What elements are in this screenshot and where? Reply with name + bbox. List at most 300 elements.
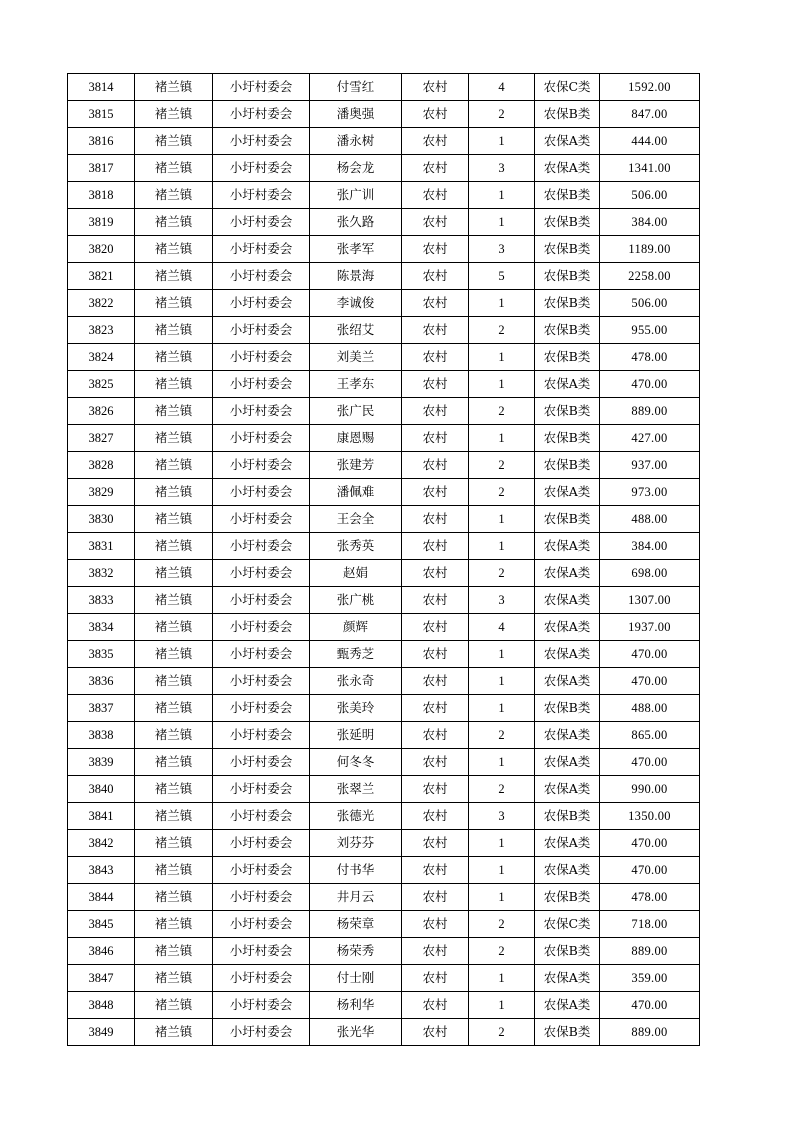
cell-person-name: 李诚俊 [310, 290, 402, 317]
cell-area-type: 农村 [402, 749, 469, 776]
cell-town: 褚兰镇 [135, 857, 213, 884]
cell-amount: 973.00 [600, 479, 700, 506]
table-row [68, 560, 700, 587]
cell-town: 褚兰镇 [135, 668, 213, 695]
cell-person-name: 张久路 [310, 209, 402, 236]
cell-category: 农保B类 [535, 317, 600, 344]
cell-village: 小圩村委会 [213, 533, 310, 560]
table-row [68, 263, 700, 290]
table-row [68, 128, 700, 155]
cell-area-type: 农村 [402, 74, 469, 101]
cell-person-name: 张秀英 [310, 533, 402, 560]
cell-amount: 1341.00 [600, 155, 700, 182]
cell-town: 褚兰镇 [135, 317, 213, 344]
cell-record-id: 3832 [68, 560, 135, 587]
cell-amount: 889.00 [600, 398, 700, 425]
cell-record-id: 3821 [68, 263, 135, 290]
cell-person-name: 张广桃 [310, 587, 402, 614]
cell-town: 褚兰镇 [135, 992, 213, 1019]
cell-category: 农保B类 [535, 884, 600, 911]
cell-person-name: 王会全 [310, 506, 402, 533]
table-row [68, 938, 700, 965]
cell-category: 农保A类 [535, 992, 600, 1019]
cell-record-id: 3827 [68, 425, 135, 452]
cell-record-id: 3828 [68, 452, 135, 479]
cell-person-name: 井月云 [310, 884, 402, 911]
cell-town: 褚兰镇 [135, 884, 213, 911]
cell-category: 农保B类 [535, 425, 600, 452]
cell-village: 小圩村委会 [213, 857, 310, 884]
cell-category: 农保C类 [535, 74, 600, 101]
cell-amount: 889.00 [600, 1019, 700, 1046]
cell-category: 农保A类 [535, 128, 600, 155]
table-row [68, 101, 700, 128]
cell-category: 农保B类 [535, 344, 600, 371]
cell-category: 农保A类 [535, 857, 600, 884]
cell-record-id: 3842 [68, 830, 135, 857]
table-row [68, 371, 700, 398]
cell-area-type: 农村 [402, 992, 469, 1019]
cell-area-type: 农村 [402, 587, 469, 614]
cell-household-count: 1 [469, 182, 535, 209]
table-row [68, 236, 700, 263]
cell-category: 农保A类 [535, 668, 600, 695]
cell-amount: 444.00 [600, 128, 700, 155]
table-row [68, 398, 700, 425]
cell-record-id: 3819 [68, 209, 135, 236]
cell-town: 褚兰镇 [135, 560, 213, 587]
table-row [68, 533, 700, 560]
cell-household-count: 2 [469, 911, 535, 938]
cell-amount: 955.00 [600, 317, 700, 344]
cell-record-id: 3845 [68, 911, 135, 938]
cell-household-count: 3 [469, 587, 535, 614]
cell-category: 农保B类 [535, 236, 600, 263]
cell-record-id: 3817 [68, 155, 135, 182]
cell-record-id: 3843 [68, 857, 135, 884]
cell-town: 褚兰镇 [135, 182, 213, 209]
cell-household-count: 2 [469, 1019, 535, 1046]
cell-record-id: 3834 [68, 614, 135, 641]
cell-area-type: 农村 [402, 452, 469, 479]
cell-household-count: 2 [469, 560, 535, 587]
cell-town: 褚兰镇 [135, 587, 213, 614]
cell-person-name: 杨会龙 [310, 155, 402, 182]
cell-village: 小圩村委会 [213, 938, 310, 965]
cell-category: 农保A类 [535, 533, 600, 560]
cell-village: 小圩村委会 [213, 263, 310, 290]
table-row [68, 803, 700, 830]
cell-category: 农保B类 [535, 452, 600, 479]
cell-record-id: 3839 [68, 749, 135, 776]
cell-record-id: 3820 [68, 236, 135, 263]
cell-town: 褚兰镇 [135, 263, 213, 290]
cell-area-type: 农村 [402, 317, 469, 344]
cell-village: 小圩村委会 [213, 425, 310, 452]
cell-person-name: 刘芬芬 [310, 830, 402, 857]
cell-household-count: 1 [469, 371, 535, 398]
table-row [68, 317, 700, 344]
cell-village: 小圩村委会 [213, 182, 310, 209]
cell-town: 褚兰镇 [135, 101, 213, 128]
cell-area-type: 农村 [402, 371, 469, 398]
cell-person-name: 杨利华 [310, 992, 402, 1019]
cell-record-id: 3816 [68, 128, 135, 155]
table-row [68, 641, 700, 668]
cell-village: 小圩村委会 [213, 398, 310, 425]
cell-record-id: 3815 [68, 101, 135, 128]
cell-area-type: 农村 [402, 614, 469, 641]
cell-amount: 478.00 [600, 344, 700, 371]
cell-town: 褚兰镇 [135, 425, 213, 452]
cell-town: 褚兰镇 [135, 398, 213, 425]
cell-household-count: 5 [469, 263, 535, 290]
cell-record-id: 3844 [68, 884, 135, 911]
cell-village: 小圩村委会 [213, 965, 310, 992]
cell-area-type: 农村 [402, 236, 469, 263]
cell-category: 农保B类 [535, 290, 600, 317]
cell-town: 褚兰镇 [135, 749, 213, 776]
cell-amount: 506.00 [600, 182, 700, 209]
cell-person-name: 康恩赐 [310, 425, 402, 452]
cell-town: 褚兰镇 [135, 452, 213, 479]
cell-record-id: 3830 [68, 506, 135, 533]
cell-record-id: 3849 [68, 1019, 135, 1046]
table-row [68, 506, 700, 533]
cell-town: 褚兰镇 [135, 614, 213, 641]
cell-town: 褚兰镇 [135, 506, 213, 533]
cell-amount: 470.00 [600, 371, 700, 398]
cell-person-name: 张德光 [310, 803, 402, 830]
cell-household-count: 3 [469, 236, 535, 263]
cell-household-count: 4 [469, 614, 535, 641]
cell-household-count: 2 [469, 317, 535, 344]
cell-village: 小圩村委会 [213, 479, 310, 506]
cell-record-id: 3831 [68, 533, 135, 560]
cell-town: 褚兰镇 [135, 1019, 213, 1046]
cell-amount: 1592.00 [600, 74, 700, 101]
cell-category: 农保A类 [535, 614, 600, 641]
cell-household-count: 1 [469, 668, 535, 695]
cell-person-name: 潘奥强 [310, 101, 402, 128]
cell-household-count: 1 [469, 884, 535, 911]
cell-category: 农保B类 [535, 695, 600, 722]
cell-area-type: 农村 [402, 209, 469, 236]
cell-household-count: 1 [469, 506, 535, 533]
cell-amount: 1307.00 [600, 587, 700, 614]
cell-record-id: 3835 [68, 641, 135, 668]
table-row [68, 668, 700, 695]
cell-village: 小圩村委会 [213, 911, 310, 938]
cell-category: 农保A类 [535, 560, 600, 587]
cell-area-type: 农村 [402, 533, 469, 560]
cell-amount: 718.00 [600, 911, 700, 938]
cell-household-count: 2 [469, 776, 535, 803]
cell-household-count: 1 [469, 857, 535, 884]
cell-household-count: 1 [469, 533, 535, 560]
cell-area-type: 农村 [402, 965, 469, 992]
cell-area-type: 农村 [402, 128, 469, 155]
cell-category: 农保B类 [535, 263, 600, 290]
cell-amount: 384.00 [600, 533, 700, 560]
cell-area-type: 农村 [402, 398, 469, 425]
cell-category: 农保A类 [535, 155, 600, 182]
roster-body [68, 74, 700, 1046]
cell-amount: 470.00 [600, 668, 700, 695]
cell-village: 小圩村委会 [213, 155, 310, 182]
cell-village: 小圩村委会 [213, 722, 310, 749]
cell-town: 褚兰镇 [135, 371, 213, 398]
table-row [68, 1019, 700, 1046]
cell-amount: 937.00 [600, 452, 700, 479]
cell-amount: 506.00 [600, 290, 700, 317]
cell-town: 褚兰镇 [135, 533, 213, 560]
cell-town: 褚兰镇 [135, 128, 213, 155]
cell-record-id: 3829 [68, 479, 135, 506]
table-row [68, 344, 700, 371]
cell-category: 农保B类 [535, 182, 600, 209]
cell-amount: 488.00 [600, 506, 700, 533]
cell-amount: 470.00 [600, 857, 700, 884]
cell-area-type: 农村 [402, 1019, 469, 1046]
cell-record-id: 3818 [68, 182, 135, 209]
cell-record-id: 3846 [68, 938, 135, 965]
cell-amount: 384.00 [600, 209, 700, 236]
cell-town: 褚兰镇 [135, 965, 213, 992]
cell-town: 褚兰镇 [135, 209, 213, 236]
cell-area-type: 农村 [402, 938, 469, 965]
cell-village: 小圩村委会 [213, 236, 310, 263]
cell-household-count: 2 [469, 479, 535, 506]
cell-category: 农保B类 [535, 1019, 600, 1046]
cell-amount: 1350.00 [600, 803, 700, 830]
cell-amount: 470.00 [600, 641, 700, 668]
cell-record-id: 3836 [68, 668, 135, 695]
cell-person-name: 张孝军 [310, 236, 402, 263]
table-row [68, 749, 700, 776]
cell-area-type: 农村 [402, 479, 469, 506]
cell-category: 农保B类 [535, 209, 600, 236]
cell-town: 褚兰镇 [135, 344, 213, 371]
cell-amount: 470.00 [600, 830, 700, 857]
cell-area-type: 农村 [402, 776, 469, 803]
table-row [68, 992, 700, 1019]
cell-person-name: 杨荣章 [310, 911, 402, 938]
cell-person-name: 付雪红 [310, 74, 402, 101]
cell-person-name: 何冬冬 [310, 749, 402, 776]
cell-village: 小圩村委会 [213, 506, 310, 533]
table-row [68, 722, 700, 749]
cell-person-name: 潘佩难 [310, 479, 402, 506]
cell-household-count: 2 [469, 101, 535, 128]
cell-household-count: 1 [469, 209, 535, 236]
cell-record-id: 3822 [68, 290, 135, 317]
cell-area-type: 农村 [402, 290, 469, 317]
cell-town: 褚兰镇 [135, 74, 213, 101]
cell-village: 小圩村委会 [213, 992, 310, 1019]
cell-person-name: 陈景海 [310, 263, 402, 290]
cell-amount: 990.00 [600, 776, 700, 803]
cell-category: 农保A类 [535, 749, 600, 776]
cell-area-type: 农村 [402, 263, 469, 290]
cell-town: 褚兰镇 [135, 236, 213, 263]
cell-amount: 1189.00 [600, 236, 700, 263]
cell-record-id: 3823 [68, 317, 135, 344]
cell-village: 小圩村委会 [213, 884, 310, 911]
cell-category: 农保A类 [535, 641, 600, 668]
cell-town: 褚兰镇 [135, 155, 213, 182]
cell-village: 小圩村委会 [213, 1019, 310, 1046]
cell-area-type: 农村 [402, 182, 469, 209]
cell-person-name: 张广民 [310, 398, 402, 425]
cell-town: 褚兰镇 [135, 830, 213, 857]
cell-person-name: 杨荣秀 [310, 938, 402, 965]
cell-person-name: 张建芳 [310, 452, 402, 479]
cell-town: 褚兰镇 [135, 803, 213, 830]
cell-village: 小圩村委会 [213, 371, 310, 398]
cell-town: 褚兰镇 [135, 479, 213, 506]
table-row [68, 911, 700, 938]
cell-area-type: 农村 [402, 344, 469, 371]
cell-amount: 488.00 [600, 695, 700, 722]
cell-record-id: 3848 [68, 992, 135, 1019]
cell-area-type: 农村 [402, 668, 469, 695]
cell-category: 农保B类 [535, 398, 600, 425]
cell-category: 农保B类 [535, 938, 600, 965]
cell-household-count: 1 [469, 344, 535, 371]
cell-amount: 359.00 [600, 965, 700, 992]
cell-village: 小圩村委会 [213, 668, 310, 695]
cell-village: 小圩村委会 [213, 209, 310, 236]
table-row [68, 884, 700, 911]
cell-town: 褚兰镇 [135, 695, 213, 722]
cell-amount: 470.00 [600, 992, 700, 1019]
cell-area-type: 农村 [402, 884, 469, 911]
cell-person-name: 付士刚 [310, 965, 402, 992]
cell-category: 农保A类 [535, 965, 600, 992]
cell-record-id: 3838 [68, 722, 135, 749]
cell-village: 小圩村委会 [213, 344, 310, 371]
cell-record-id: 3841 [68, 803, 135, 830]
cell-household-count: 1 [469, 749, 535, 776]
cell-record-id: 3833 [68, 587, 135, 614]
cell-town: 褚兰镇 [135, 938, 213, 965]
cell-category: 农保A类 [535, 776, 600, 803]
cell-amount: 865.00 [600, 722, 700, 749]
table-row [68, 965, 700, 992]
cell-area-type: 农村 [402, 641, 469, 668]
cell-village: 小圩村委会 [213, 74, 310, 101]
cell-person-name: 张永奇 [310, 668, 402, 695]
cell-person-name: 颜辉 [310, 614, 402, 641]
cell-category: 农保A类 [535, 479, 600, 506]
table-row [68, 614, 700, 641]
cell-town: 褚兰镇 [135, 722, 213, 749]
cell-area-type: 农村 [402, 695, 469, 722]
cell-person-name: 张广训 [310, 182, 402, 209]
table-row [68, 587, 700, 614]
cell-record-id: 3840 [68, 776, 135, 803]
cell-village: 小圩村委会 [213, 803, 310, 830]
cell-household-count: 1 [469, 965, 535, 992]
cell-area-type: 农村 [402, 155, 469, 182]
table-row [68, 155, 700, 182]
cell-area-type: 农村 [402, 560, 469, 587]
cell-village: 小圩村委会 [213, 290, 310, 317]
cell-town: 褚兰镇 [135, 290, 213, 317]
cell-village: 小圩村委会 [213, 641, 310, 668]
cell-person-name: 张美玲 [310, 695, 402, 722]
cell-amount: 2258.00 [600, 263, 700, 290]
table-row [68, 74, 700, 101]
cell-household-count: 2 [469, 398, 535, 425]
table-row [68, 776, 700, 803]
cell-category: 农保A类 [535, 371, 600, 398]
cell-household-count: 3 [469, 155, 535, 182]
cell-category: 农保B类 [535, 803, 600, 830]
table-row [68, 290, 700, 317]
cell-amount: 478.00 [600, 884, 700, 911]
cell-amount: 698.00 [600, 560, 700, 587]
cell-village: 小圩村委会 [213, 101, 310, 128]
cell-town: 褚兰镇 [135, 776, 213, 803]
cell-household-count: 3 [469, 803, 535, 830]
cell-village: 小圩村委会 [213, 128, 310, 155]
cell-amount: 847.00 [600, 101, 700, 128]
cell-area-type: 农村 [402, 101, 469, 128]
cell-person-name: 付书华 [310, 857, 402, 884]
table-row [68, 452, 700, 479]
cell-household-count: 2 [469, 722, 535, 749]
cell-category: 农保A类 [535, 830, 600, 857]
cell-village: 小圩村委会 [213, 695, 310, 722]
cell-record-id: 3837 [68, 695, 135, 722]
cell-household-count: 4 [469, 74, 535, 101]
cell-category: 农保A类 [535, 587, 600, 614]
cell-household-count: 1 [469, 290, 535, 317]
cell-area-type: 农村 [402, 830, 469, 857]
cell-household-count: 1 [469, 695, 535, 722]
cell-area-type: 农村 [402, 803, 469, 830]
cell-record-id: 3824 [68, 344, 135, 371]
table-row [68, 857, 700, 884]
cell-person-name: 刘美兰 [310, 344, 402, 371]
cell-area-type: 农村 [402, 857, 469, 884]
cell-village: 小圩村委会 [213, 317, 310, 344]
cell-area-type: 农村 [402, 425, 469, 452]
cell-town: 褚兰镇 [135, 911, 213, 938]
cell-village: 小圩村委会 [213, 830, 310, 857]
cell-village: 小圩村委会 [213, 614, 310, 641]
cell-amount: 889.00 [600, 938, 700, 965]
cell-village: 小圩村委会 [213, 776, 310, 803]
cell-person-name: 张延明 [310, 722, 402, 749]
cell-household-count: 1 [469, 641, 535, 668]
cell-household-count: 2 [469, 938, 535, 965]
cell-person-name: 张翠兰 [310, 776, 402, 803]
cell-village: 小圩村委会 [213, 452, 310, 479]
cell-person-name: 甄秀芝 [310, 641, 402, 668]
cell-person-name: 赵娟 [310, 560, 402, 587]
table-row [68, 695, 700, 722]
cell-record-id: 3847 [68, 965, 135, 992]
roster-table [67, 73, 700, 1046]
cell-amount: 470.00 [600, 749, 700, 776]
cell-record-id: 3814 [68, 74, 135, 101]
cell-household-count: 1 [469, 128, 535, 155]
table-row [68, 425, 700, 452]
table-row [68, 830, 700, 857]
